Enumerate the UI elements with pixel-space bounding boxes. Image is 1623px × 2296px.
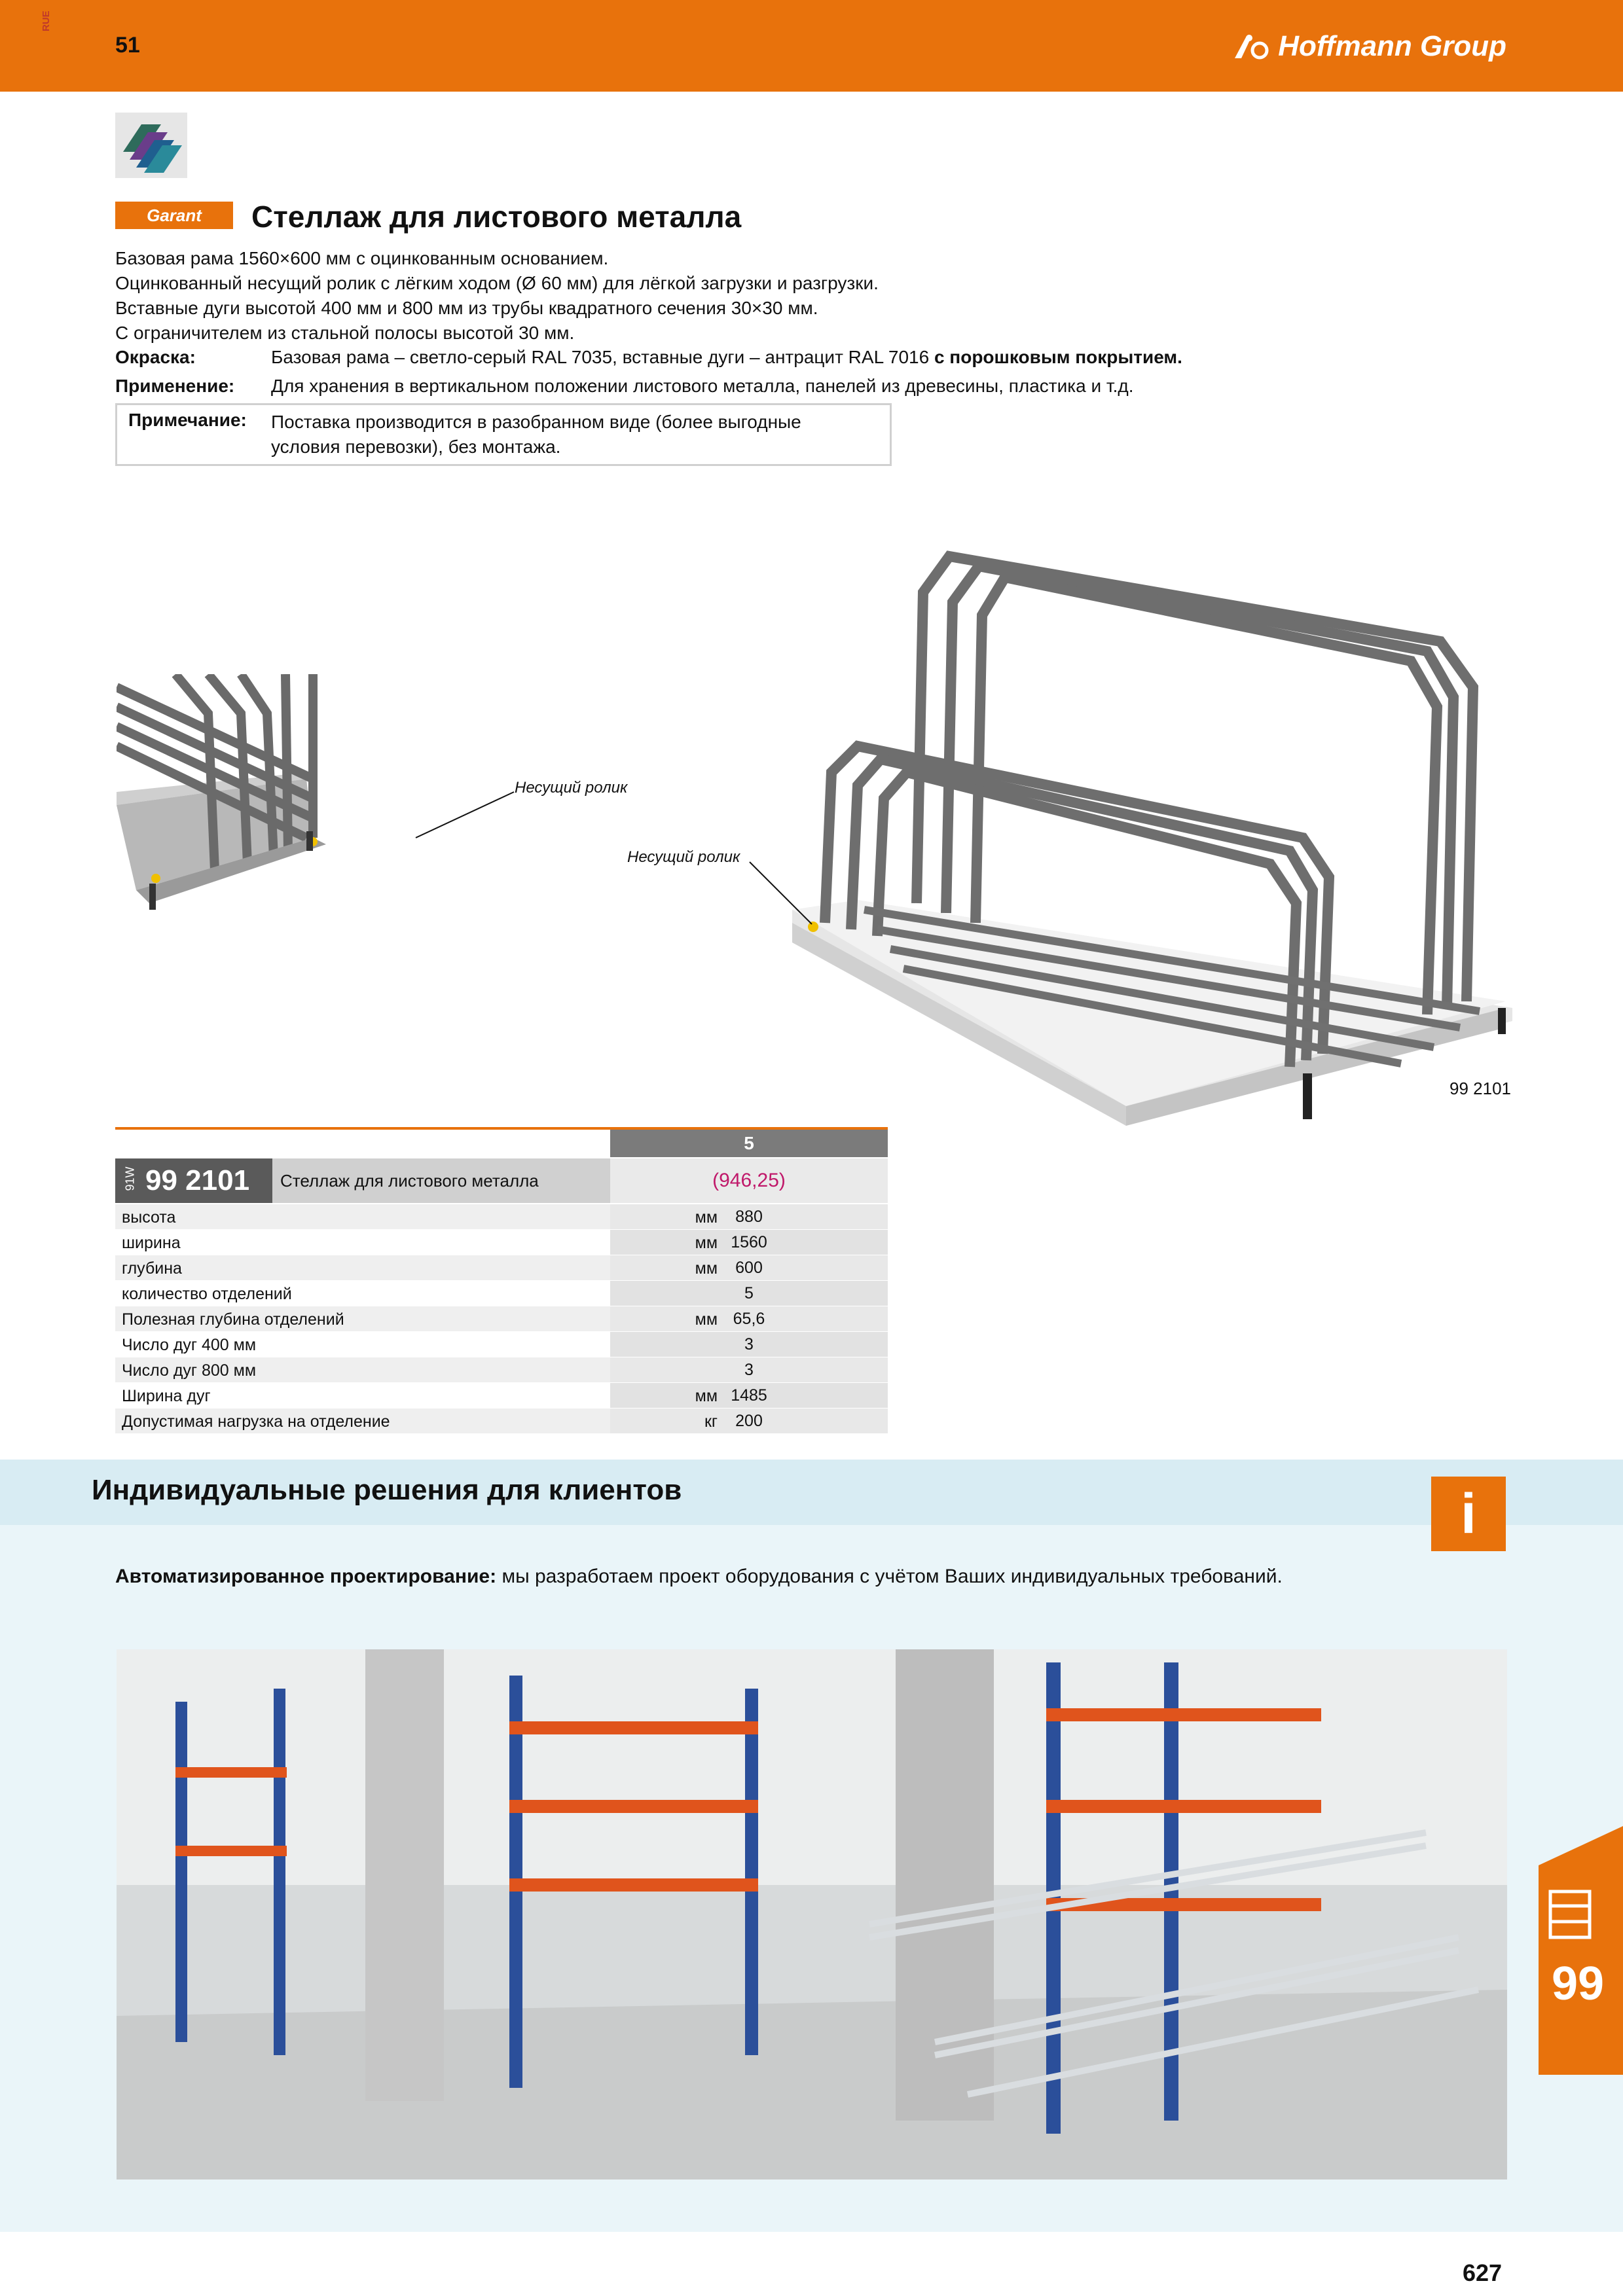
- description-line: Оцинкованный несущий ролик с лёгким ходом (Ø 60 мм) для лёгкой загрузки и разгрузки.: [115, 273, 879, 293]
- roller-leader-line: [412, 789, 517, 841]
- description-line: Базовая рама 1560×600 мм с оцинкованным основанием.: [115, 248, 609, 268]
- article-code: 99 2101: [145, 1164, 250, 1196]
- table-row: Число дуг 400 мм 3: [115, 1332, 888, 1357]
- table-row: количество отделений 5: [115, 1281, 888, 1306]
- brand-name: Hoffmann Group: [1278, 30, 1506, 62]
- sheet-metal-rack-image: [773, 537, 1512, 1126]
- description-line: С ограничителем из стальной полосы высотой 30 мм.: [115, 323, 575, 343]
- language-code: RUE: [41, 10, 52, 31]
- info-title: Индивидуальные решения для клиентов: [92, 1474, 682, 1506]
- garant-badge: Garant: [115, 202, 233, 229]
- table-column-header: 5: [610, 1130, 888, 1157]
- hoffmann-logo-icon: [1232, 32, 1271, 61]
- roller-label: Несущий ролик: [515, 779, 628, 797]
- table-row: Допустимая нагрузка на отделение кг 200: [115, 1408, 888, 1433]
- roller-label: Несущий ролик: [627, 848, 740, 866]
- image-article-code: 99 2101: [1450, 1079, 1511, 1098]
- roller-leader-line: [746, 859, 818, 931]
- paint-label: Окраска:: [115, 347, 196, 367]
- article-code-cell: [115, 1158, 272, 1203]
- color-swatch-image: [115, 113, 187, 178]
- catalog-page-number: 51: [115, 33, 140, 58]
- table-row: ширина мм 1560: [115, 1230, 888, 1255]
- brand-logo: [1232, 30, 1506, 63]
- table-row: глубина мм 600: [115, 1255, 888, 1280]
- warehouse-photo: [117, 1649, 1507, 2179]
- product-name-cell: Стеллаж для листового металла: [272, 1158, 610, 1203]
- table-row: Число дуг 800 мм 3: [115, 1357, 888, 1382]
- paint-value: Базовая рама – светло-серый RAL 7035, вставные дуги – антрацит RAL 7016 с порошковым покрытием.: [271, 347, 1182, 367]
- price-cell: (946,25): [610, 1158, 888, 1203]
- chapter-tab: [1539, 1826, 1623, 2075]
- table-row: высота мм 880: [115, 1204, 888, 1229]
- page-number: 627: [1463, 2259, 1503, 2286]
- description-line: Вставные дуги высотой 400 мм и 800 мм из трубы квадратного сечения 30×30 мм.: [115, 298, 818, 318]
- product-title: Стеллаж для листового металла: [251, 200, 742, 234]
- chapter-number: 99: [1552, 1958, 1605, 2010]
- code-prefix: 91W: [123, 1166, 137, 1191]
- note-label: Примечание:: [128, 410, 247, 430]
- table-row: Полезная глубина отделений мм 65,6: [115, 1306, 888, 1331]
- note-value: Поставка производится в разобранном виде (более выгодные условия перевозки), без монтажа.: [271, 412, 801, 457]
- use-label: Применение:: [115, 376, 235, 396]
- info-text: Автоматизированное проектирование: мы разработаем проект оборудования с учётом Ваших индивидуальных требований.: [115, 1566, 1283, 1587]
- use-value: Для хранения в вертикальном положении листового металла, панелей из древесины, пластика и т.д.: [271, 376, 1134, 396]
- info-icon: i: [1431, 1477, 1506, 1551]
- table-row: Ширина дуг мм 1485: [115, 1383, 888, 1408]
